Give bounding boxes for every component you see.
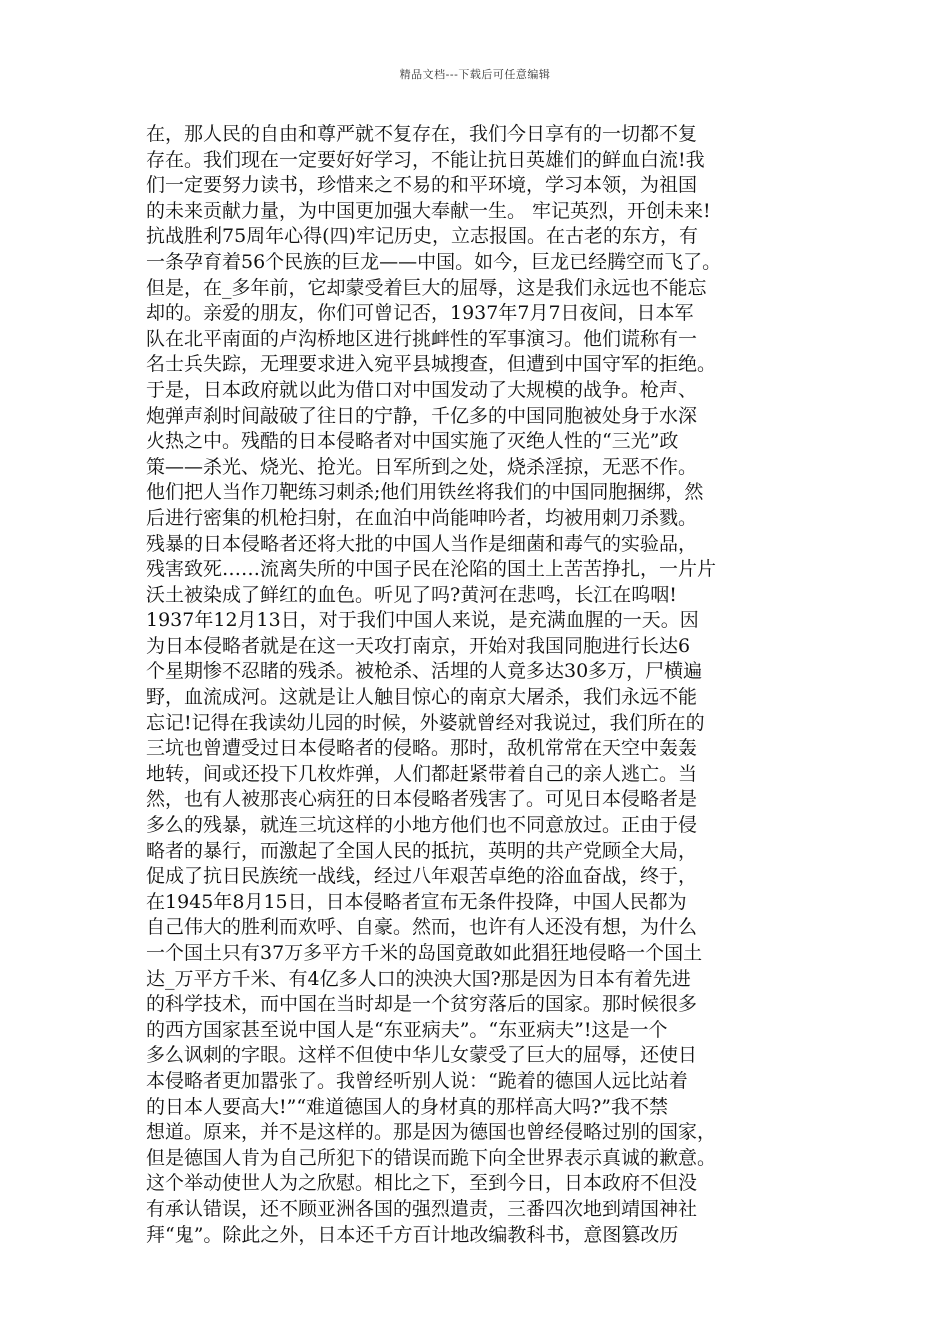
text-line: 促成了抗日民族统一战线，经过八年艰苦卓绝的浴血奋战，终于， <box>146 865 698 888</box>
text-line: 他们把人当作刀靶练习刺杀;他们用铁丝将我们的中国同胞捆绑，然 <box>146 481 704 504</box>
text-line: 队在北平南面的卢沟桥地区进行挑衅性的军事演习。他们谎称有一 <box>146 327 698 350</box>
text-line: 但是，在_多年前，它却蒙受着巨大的屈辱，这是我们永远也不能忘 <box>146 276 707 299</box>
text-line: 沃土被染成了鲜红的血色。听见了吗?黄河在悲鸣，长江在呜咽! <box>146 583 677 606</box>
text-line: 的科学技术，而中国在当时却是一个贫穷落后的国家。那时候很多 <box>146 993 698 1016</box>
text-line: 却的。亲爱的朋友，你们可曾记否，1937年7月7日夜间，日本军 <box>146 302 694 325</box>
text-line: 在1945年8月15日，日本侵略者宣布无条件投降，中国人民都为 <box>146 890 687 913</box>
text-line: 有承认错误，还不顾亚洲各国的强烈遣责，三番四次地到靖国神社 <box>146 1197 698 1220</box>
header-note: 精品文档---下载后可任意编辑 <box>399 68 551 81</box>
text-line: 抗战胜利75周年心得(四)牢记历史，立志报国。在古老的东方，有 <box>146 225 699 248</box>
text-line: 多么的残暴，就连三坑这样的小地方他们也不同意放过。正由于侵 <box>146 814 698 837</box>
text-line: 拜“鬼”。除此之外，日本还千方百计地改编教科书，意图篡改历 <box>146 1223 679 1246</box>
text-line: 个星期惨不忍睹的残杀。被枪杀、活埋的人竟多达30多万，尸横遍 <box>146 660 703 683</box>
text-line: 但是德国人肯为自己所犯下的错误而跪下向全世界表示真诚的歉意。 <box>146 1146 717 1169</box>
text-line: 这个举动使世人为之欣慰。相比之下，至到今日，日本政府不但没 <box>146 1172 698 1195</box>
text-line: 多么讽刺的字眼。这样不但使中华儿女蒙受了巨大的屈辱，还使日 <box>146 1044 698 1067</box>
text-line: 策——杀光、烧光、抢光。日军所到之处，烧杀淫掠，无恶不作。 <box>146 455 698 478</box>
text-line: 自己伟大的胜利而欢呼、自豪。然而，也许有人还没有想，为什么 <box>146 916 698 939</box>
text-line: 火热之中。残酷的日本侵略者对中国实施了灭绝人性的“三光”政 <box>146 430 679 453</box>
text-line: 的日本人要高大!”“难道德国人的身材真的那样高大吗?”我不禁 <box>146 1095 668 1118</box>
text-line: 残害致死……流离失所的中国子民在沦陷的国土上苦苦挣扎，一片片 <box>146 558 717 581</box>
text-line: 达_万平方千米、有4亿多人口的泱泱大国?那是因为日本有着先进 <box>146 967 691 990</box>
text-line: 残暴的日本侵略者还将大批的中国人当作是细菌和毒气的实验品， <box>146 532 698 555</box>
text-line: 1937年12月13日，对于我们中国人来说，是充满血腥的一天。因 <box>146 609 699 632</box>
text-line: 一个国土只有37万多平方千米的岛国竟敢如此猖狂地侵略一个国土 <box>146 942 703 964</box>
text-line: 于是，日本政府就以此为借口对中国发动了大规模的战争。枪声、 <box>146 378 698 401</box>
text-line: 存在。我们现在一定要好好学习，不能让抗日英雄们的鲜血白流!我 <box>146 148 705 171</box>
text-line: 名士兵失踪，无理要求进入宛平县城搜查，但遭到中国守军的拒绝。 <box>146 353 717 376</box>
text-line: 忘记!记得在我读幼儿园的时候，外婆就曾经对我说过，我们所在的 <box>146 711 705 734</box>
text-line: 们一定要努力读书，珍惜来之不易的和平环境，学习本领，为祖国 <box>146 174 698 197</box>
text-line: 的未来贡献力量，为中国更加强大奉献一生。 牢记英烈，开创未来! <box>146 199 711 222</box>
text-line: 一条孕育着56个民族的巨龙——中国。如今，巨龙已经腾空而飞了。 <box>146 250 722 273</box>
text-line: 想道。原来，并不是这样的。那是因为德国也曾经侵略过别的国家， <box>146 1121 717 1144</box>
text-line: 野，血流成河。这就是让人触目惊心的南京大屠杀，我们永远不能 <box>146 686 698 709</box>
text-line: 然，也有人被那丧心病狂的日本侵略者残害了。可见日本侵略者是 <box>146 788 698 811</box>
text-line: 三坑也曾遭受过日本侵略者的侵略。那时，敌机常常在天空中轰轰 <box>146 737 698 760</box>
text-line: 为日本侵略者就是在这一天攻打南京，开始对我国同胞进行长达6 <box>146 634 691 657</box>
text-line: 后进行密集的机枪扫射，在血泊中尚能呻吟者，均被用刺刀杀戮。 <box>146 506 698 529</box>
text-line: 的西方国家甚至说中国人是“东亚病夫”。“东亚病夫”!这是一个 <box>146 1018 668 1041</box>
body-text <box>146 122 836 1248</box>
text-line: 炮弹声刹时间敲破了往日的宁静，千亿多的中国同胞被处身于水深 <box>146 404 698 427</box>
text-line: 地转，间或还投下几枚炸弹，人们都赶紧带着自己的亲人逃亡。当 <box>146 762 698 785</box>
text-line: 略者的暴行，而激起了全国人民的抵抗，英明的共产党顾全大局， <box>146 839 698 862</box>
text-line: 在，那人民的自由和尊严就不复存在，我们今日享有的一切都不复 <box>146 123 698 145</box>
text-line: 本侵略者更加嚣张了。我曾经听别人说：“跪着的德国人远比站着 <box>146 1069 688 1092</box>
